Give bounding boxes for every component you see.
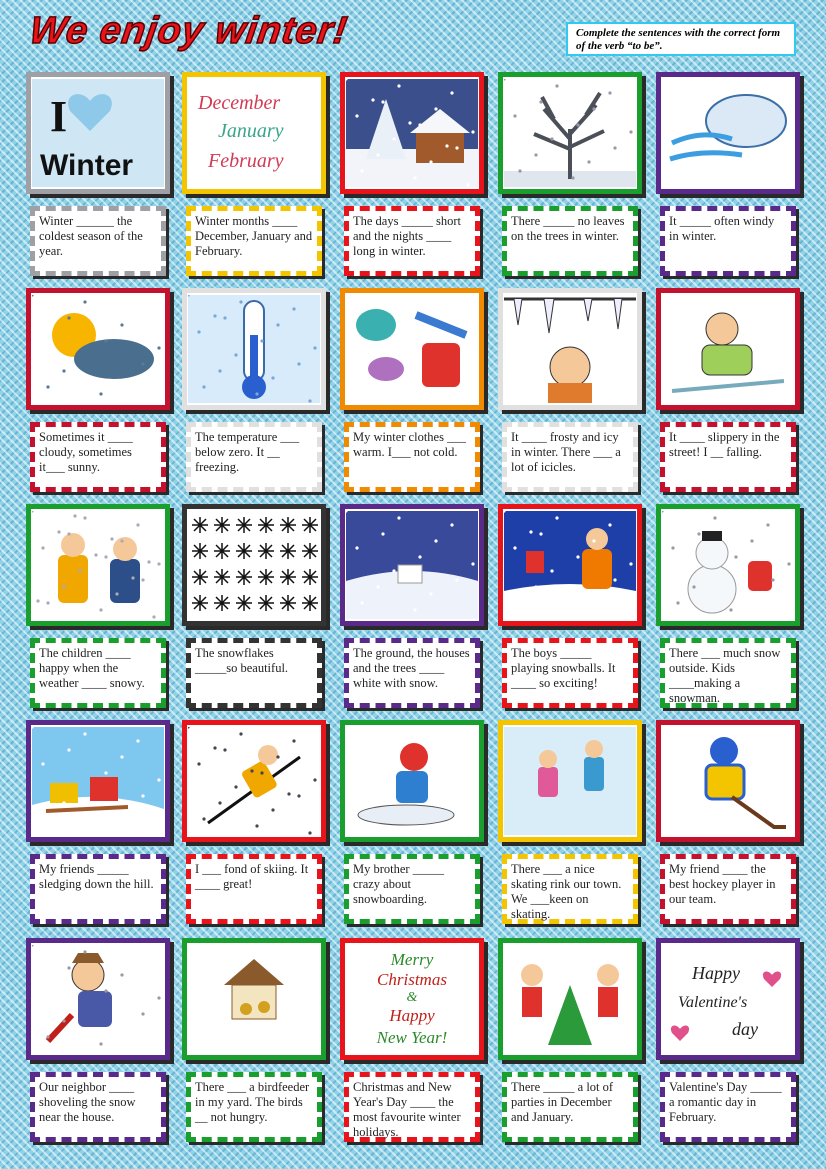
sentence-box	[186, 1072, 322, 1142]
exercise-card	[182, 938, 332, 1148]
sentence-text: It _____ often windy in winter.	[669, 214, 775, 243]
sentence-box	[30, 422, 166, 492]
sentence-box	[660, 638, 796, 708]
thermometer-picture	[182, 288, 326, 410]
exercise-card	[340, 720, 490, 930]
thermometer-illustration	[188, 295, 320, 403]
snowboarding-illustration	[346, 727, 478, 835]
sentence-box	[344, 206, 480, 276]
exercise-card	[498, 938, 648, 1148]
sentence-box	[186, 638, 322, 708]
sentence-box	[344, 1072, 480, 1142]
icicles-boy-picture	[498, 288, 642, 410]
sentence-box	[660, 422, 796, 492]
sentence-box	[502, 206, 638, 276]
sentence-text: Winter months ____ December, January and February.	[195, 214, 313, 258]
bare-tree-snow-illustration	[504, 79, 636, 187]
exercise-card	[26, 938, 176, 1148]
sentence-text: There _____ no leaves on the trees in winter.	[511, 214, 625, 243]
svg-text:Merry: Merry	[390, 950, 434, 969]
boys-snowballs-picture	[498, 504, 642, 626]
sentence-box	[186, 854, 322, 924]
sentence-text: There _____ a lot of parties in December and January.	[511, 1080, 614, 1124]
sledging-picture	[26, 720, 170, 842]
exercise-card	[182, 720, 332, 930]
sentence-text: Our neighbor ____ shoveling the snow near the house.	[39, 1080, 136, 1124]
valentines-day-illustration	[662, 945, 794, 1053]
sentence-box	[502, 1072, 638, 1142]
sentence-text: The temperature ___ below zero. It __ freezing.	[195, 430, 300, 474]
christmas-party-illustration	[504, 945, 636, 1053]
exercise-card	[340, 938, 490, 1148]
sentence-box	[186, 422, 322, 492]
sledging-illustration	[32, 727, 164, 835]
snowboarding-picture	[340, 720, 484, 842]
svg-text:February: February	[208, 150, 284, 172]
svg-text:&: &	[406, 990, 418, 1005]
sentence-text: Christmas and New Year's Day ____ the most favourite winter holidays.	[353, 1080, 461, 1139]
winter-months-script-picture	[182, 72, 326, 194]
exercise-card	[26, 720, 176, 930]
exercise-card	[340, 504, 490, 714]
sentence-box	[344, 854, 480, 924]
i-love-winter-sign-illustration	[32, 79, 164, 187]
skating-illustration	[504, 727, 636, 835]
exercise-card	[656, 720, 806, 930]
sentence-box	[660, 1072, 796, 1142]
bare-tree-snow-picture	[498, 72, 642, 194]
sentence-text: My winter clothes ___ warm. I___ not cold.	[353, 430, 466, 459]
exercise-card	[26, 504, 176, 714]
exercise-card	[182, 72, 332, 282]
snowflakes-picture	[182, 504, 326, 626]
sentence-text: My friend ____ the best hockey player in our team.	[669, 862, 776, 906]
exercise-card	[182, 504, 332, 714]
sentence-text: Sometimes it ____ cloudy, sometimes it___ sunny.	[39, 430, 133, 474]
sentence-text: There ___ a birdfeeder in my yard. The birds __ not hungry.	[195, 1080, 310, 1124]
sentence-box	[186, 206, 322, 276]
sentence-text: The days _____ short and the nights ____ long in winter.	[353, 214, 461, 258]
wind-cloud-picture	[656, 72, 800, 194]
svg-text:New Year!: New Year!	[376, 1028, 448, 1047]
svg-text:Christmas: Christmas	[377, 970, 447, 989]
sentence-box	[344, 422, 480, 492]
svg-text:Winter: Winter	[40, 149, 134, 182]
hockey-player-illustration	[662, 727, 794, 835]
exercise-card	[656, 72, 806, 282]
birdfeeder-picture	[182, 938, 326, 1060]
sentence-box	[30, 854, 166, 924]
exercise-card	[656, 504, 806, 714]
sentence-text: There ___ a nice skating rink our town. We ___keen on skating.	[511, 862, 622, 921]
exercise-card	[498, 720, 648, 930]
sentence-text: My brother _____ crazy about snowboarding.	[353, 862, 444, 906]
shoveling-snow-illustration	[32, 945, 164, 1053]
sentence-box	[660, 206, 796, 276]
svg-text:day: day	[732, 1019, 758, 1039]
sun-snow-cloud-illustration	[32, 295, 164, 403]
sentence-box	[30, 638, 166, 708]
boy-slipping-illustration	[662, 295, 794, 403]
svg-text:Happy: Happy	[389, 1006, 435, 1025]
children-snow-illustration	[32, 511, 164, 619]
sentence-text: The boys _____ playing snowballs. It ____ so exciting!	[511, 646, 616, 690]
sentence-text: There ___ much snow outside. Kids ____making a snowman.	[669, 646, 781, 705]
page-title: We enjoy winter!	[27, 10, 351, 52]
exercise-card	[656, 288, 806, 498]
i-love-winter-sign-picture	[26, 72, 170, 194]
exercise-card	[498, 288, 648, 498]
sentence-text: It ____ frosty and icy in winter. There ___ a lot of icicles.	[511, 430, 621, 474]
snow-ground-picture	[340, 504, 484, 626]
sentence-text: My friends _____ sledging down the hill.	[39, 862, 154, 891]
skiing-illustration	[188, 727, 320, 835]
sentence-text: It ____ slippery in the street! I __ falling.	[669, 430, 780, 459]
sentence-text: I ___ fond of skiing. It ____ great!	[195, 862, 309, 891]
exercise-card	[656, 938, 806, 1148]
hockey-player-picture	[656, 720, 800, 842]
sentence-text: Valentine's Day _____ a romantic day in February.	[669, 1080, 782, 1124]
instructions-box: Complete the sentences with the correct form of the verb “to be”.	[566, 22, 796, 56]
icicles-boy-illustration	[504, 295, 636, 403]
sentence-box	[502, 638, 638, 708]
svg-text:January: January	[218, 120, 284, 142]
snowflakes-illustration	[188, 511, 320, 619]
skating-picture	[498, 720, 642, 842]
shoveling-snow-picture	[26, 938, 170, 1060]
birdfeeder-illustration	[188, 945, 320, 1053]
svg-text:I: I	[50, 92, 68, 141]
skiing-picture	[182, 720, 326, 842]
sentence-box	[344, 638, 480, 708]
sentence-box	[502, 854, 638, 924]
sentence-text: The snowflakes _____so beautiful.	[195, 646, 289, 675]
snowy-house-scene-picture	[340, 72, 484, 194]
winter-clothes-picture	[340, 288, 484, 410]
children-snow-picture	[26, 504, 170, 626]
exercise-card	[498, 72, 648, 282]
exercise-card	[340, 72, 490, 282]
sentence-box	[30, 206, 166, 276]
winter-months-script-illustration	[188, 79, 320, 187]
exercise-card	[26, 72, 176, 282]
exercise-card	[498, 504, 648, 714]
sentence-box	[660, 854, 796, 924]
exercise-card	[182, 288, 332, 498]
sentence-text: The ground, the houses and the trees ____ white with snow.	[353, 646, 470, 690]
sentence-box	[30, 1072, 166, 1142]
winter-clothes-illustration	[346, 295, 478, 403]
snow-ground-illustration	[346, 511, 478, 619]
wind-cloud-illustration	[662, 79, 794, 187]
sentence-text: The children ____ happy when the weather ____ snowy.	[39, 646, 145, 690]
snowman-picture	[656, 504, 800, 626]
valentines-day-picture	[656, 938, 800, 1060]
sentence-text: Winter ______ the coldest season of the year.	[39, 214, 143, 258]
exercise-card	[26, 288, 176, 498]
snowy-house-scene-illustration	[346, 79, 478, 187]
sun-snow-cloud-picture	[26, 288, 170, 410]
merry-christmas-illustration	[346, 945, 478, 1053]
svg-text:Happy: Happy	[692, 963, 740, 983]
snowman-illustration	[662, 511, 794, 619]
merry-christmas-picture	[340, 938, 484, 1060]
svg-text:Valentine's: Valentine's	[678, 994, 748, 1011]
sentence-box	[502, 422, 638, 492]
christmas-party-picture	[498, 938, 642, 1060]
exercise-card	[340, 288, 490, 498]
svg-text:December: December	[198, 92, 281, 114]
boys-snowballs-illustration	[504, 511, 636, 619]
boy-slipping-picture	[656, 288, 800, 410]
